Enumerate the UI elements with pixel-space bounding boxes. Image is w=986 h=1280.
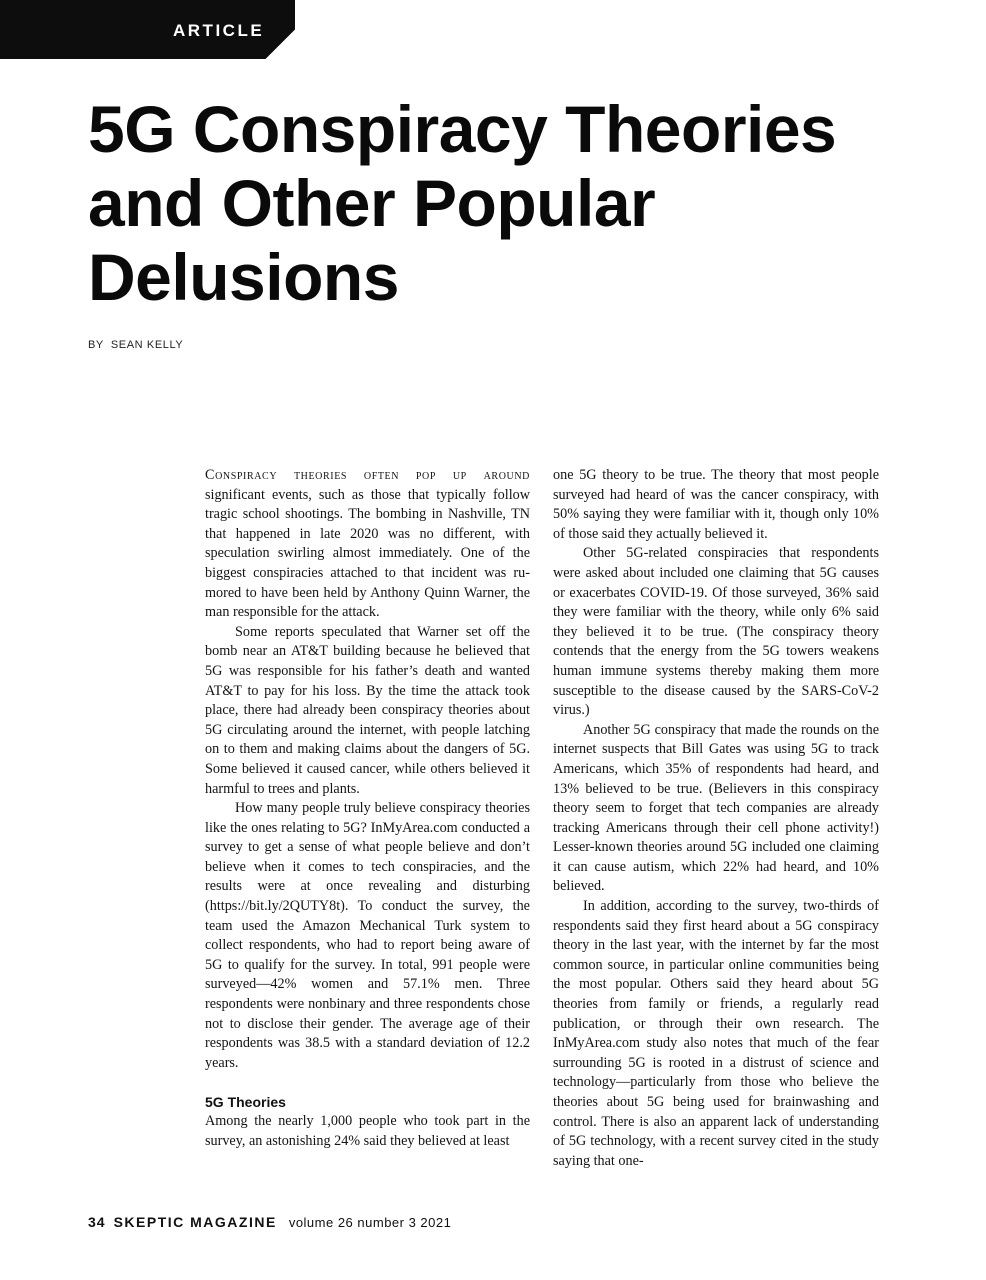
paragraph	[205, 466, 530, 623]
paragraph: one 5G theory to be true. The theory that most people surveyed had heard of was the cancer conspiracy, with 50% saying they were familiar with it, though only 10% of those said they actually believed it.	[553, 467, 879, 542]
paragraph: How many people truly believe conspiracy theories like the ones relating to 5G? InMyArea.com conducted a survey to get a sense of what people believe and don’t believe when it comes to tech conspiracies, and the results were at once revealing and disturbing (https://bit.ly/2QUTY8t). To conduct the survey, the team used the Amazon Mechanical Turk system to collect respondents, who had to report being aware of 5G to qualify for the survey. In total, 991 people were surveyed—42% women and 57.1% men. Three respondents were nonbinary and three respondents chose not to disclose their gender. The average age of their respondents was 38.5 with a standard deviation of 12.2 years.	[205, 800, 530, 1071]
paragraph-text: significant events, such as those that typically follow tragic school shootings. The bombing in Nashville, TN that happened in late 2020 was no different, with speculation swirling almost immediately. One of the biggest conspiracies attached to that incident was rumored to have been held by Anthony Quinn Warner, the man responsible for the attack.	[205, 486, 530, 621]
section-subhead: 5G Theories	[205, 1094, 286, 1111]
paragraph: Some reports speculated that Warner set off the bomb near an AT&T building because he believed that 5G was responsible for his father’s death and wanted AT&T to pay for his loss. By the time the attack took place, there had already been conspiracy theories about 5G circulating around the internet, with people latching on to them and making claims about the dangers of 5G. Some believed it caused cancer, while others believed it harmful to trees and plants.	[205, 623, 530, 797]
magazine-name: SKEPTIC MAGAZINE	[113, 1214, 277, 1230]
article-title: 5G Conspiracy Theories and Other Popular Delusions	[88, 92, 837, 314]
page-footer	[88, 1214, 451, 1232]
lead-in: Conspiracy theories often pop up around	[205, 467, 530, 483]
byline	[88, 339, 190, 351]
byline-prefix: BY	[88, 339, 104, 351]
paragraph: In addition, according to the survey, two-thirds of respondents said they first heard about a 5G conspiracy theory in the last year, with the internet by far the most common source, in particular online communities being the most popular. Others said they heard about 5G theories from family or friends, a regularly read publication, or through their own research. The InMyArea.com study also notes that much of the fear surrounding 5G is rooted in a distrust of science and technology—particularly from those who believe the theories about 5G being used for brainwashing and control. There is also an apparent lack of understanding of 5G technology, with a recent survey cited in the study saying that one-	[553, 898, 879, 1169]
left-column	[205, 466, 530, 1152]
section-label: ARTICLE	[173, 21, 265, 40]
author-name: SEAN KELLY	[110, 339, 184, 351]
paragraph: Among the nearly 1,000 people who took part in the survey, an astonishing 24% said they believed at least	[205, 1113, 530, 1149]
issue-info: volume 26 number 3 2021	[288, 1215, 452, 1230]
page-number: 34	[88, 1214, 106, 1230]
paragraph: Another 5G conspiracy that made the rounds on the internet suspects that Bill Gates was using 5G to track Americans, which 35% of respondents had heard, and 13% believed to be true. (Believers in this conspiracy theory seem to forget that tech companies are already tracking Americans through their cell phone activity!) Lesser-known theories around 5G included one claiming it can cause autism, which 22% had heard, and 10% believed.	[553, 721, 879, 895]
paragraph: Other 5G-related conspiracies that respondents were asked about included one claiming that 5G causes or exacerbates COVID-19. Of those surveyed, 36% said they were familiar with the theory, while only 6% said they believed it to be true. (The conspiracy theory contends that the energy from the 5G towers weakens human immune systems thereby making them more susceptible to the disease caused by the SARS-CoV-2 virus.)	[553, 545, 879, 719]
right-column	[553, 466, 879, 1171]
